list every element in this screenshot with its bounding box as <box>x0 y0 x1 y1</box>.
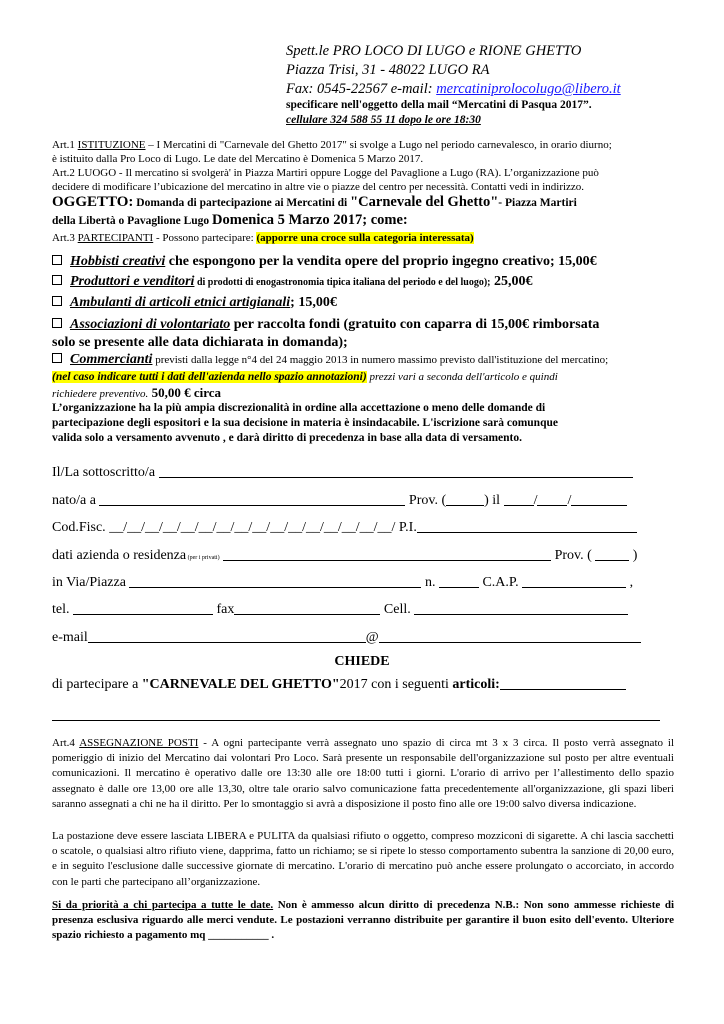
art2-line2: decidere di modificare l’ubicazione del mercatino in altre vie o piazze del centro per necessità. Contatti vedi in indirizzo. <box>52 181 585 193</box>
checkbox-ambulanti[interactable] <box>52 296 62 306</box>
extra-space-field[interactable]: ___________ <box>208 929 269 942</box>
chiede-title: CHIEDE <box>334 654 390 669</box>
recipient-address: Piazza Trisi, 31 - 48022 LUGO RA <box>286 62 490 78</box>
category-hobbisti: Hobbisti creativi che espongono per la vendita opere del proprio ingegno creativo; 15,00€ <box>52 252 597 271</box>
art2-line1: Art.2 LUOGO - Il mercatino si svolgerà' in Piazza Martiri oppure Logge del Pavaglione a Lugo (RA). L’organizzazione può <box>52 167 599 179</box>
category-associazioni: Associazioni di volontariato per raccolta fondi (gratuito con caparra di 15,00€ rimborsata <box>52 315 599 334</box>
birth-month-field[interactable] <box>537 491 567 506</box>
articoli-line2-field[interactable] <box>52 720 660 721</box>
art4-paragraph3: Si da priorità a chi partecipa a tutte le date. Non è ammesso alcun diritto di precedenza N.B.: Non sono ammesse richieste di presenza esclusiva riguardo alle merci vendute. Le postazioni verranno distribuite per garantire il buon esito dell'evento. Ulteriore spazio richiesto a pagamento mq ___________ . <box>52 899 675 942</box>
art4-paragraph2: La postazione deve essere lasciata LIBERA e PULITA da qualsiasi rifiuto o oggetto, compreso mozziconi di sigarette. A chi lascia sacchetti o scatole, o qualsiasi altro rifiuto viene, dapprima, fatto un richiamo; se si ripete lo stesso comportamento subentra la sanzione di 20,00 euro, e in seguito l'esclusione dalle successive giornate di mercatino. L'orario di mercatino può anche essere prolungato o accorciato, in accordo con le parti che partecipano all’organizzazione. <box>52 830 674 888</box>
email-user-field[interactable] <box>88 628 366 643</box>
street-field[interactable] <box>129 573 421 588</box>
email-domain-field[interactable] <box>379 628 641 643</box>
disclaimer-line2: partecipazione degli espositori e la sua decisione in materia è insindacabile. L'iscrizione sarà comunque <box>52 417 558 429</box>
form-row-email: e-mail @ <box>52 628 672 646</box>
category-ambulanti: Ambulanti di articoli etnici artigianali; 15,00€ <box>52 293 337 312</box>
cell-field[interactable] <box>414 600 628 615</box>
form-row-via: in Via/Piazza n. C.A.P. , <box>52 575 634 590</box>
birth-year-field[interactable] <box>571 491 627 506</box>
fax-email-line <box>286 80 621 99</box>
form-row-tel: tel. fax Cell. <box>52 600 672 618</box>
fax-label: Fax: 0545-22567 e-mail: <box>286 81 437 97</box>
form-row-codfisc: Cod.Fisc. __/__/__/__/__/__/__/__/__/__/__/__/__/__/__/__/ P.I. <box>52 518 672 536</box>
category-name: Ambulanti di articoli etnici artigianali <box>70 295 291 310</box>
category-name: Commercianti <box>70 352 153 367</box>
fax-field[interactable] <box>234 600 380 615</box>
commercianti-line2: (nel caso indicare tutti i dati dell'azienda nello spazio annotazioni) prezzi vari a seconda dell'articolo e quindi <box>52 371 558 383</box>
art1-line1: Art.1 ISTITUZIONE – I Mercatini di "Carnevale del Ghetto 2017" si svolge a Lugo nel periodo carnevalesco, in orario diurno; <box>52 139 612 151</box>
oggetto-line1: OGGETTO: Domanda di partecipazione ai Mercatini di "Carnevale del Ghetto"- Piazza Martiri <box>52 194 577 210</box>
chiede-line: di partecipare a "CARNEVALE DEL GHETTO"2017 con i seguenti articoli: <box>52 675 626 693</box>
disclaimer-line1: L’organizzazione ha la più ampia discrezionalità in ordine alla accettazione o meno delle domande di <box>52 402 546 414</box>
art3-instruction: (apporre una croce sulla categoria interessata) <box>256 232 474 244</box>
commercianti-line3: richiedere preventivo. 50,00 € circa <box>52 385 221 400</box>
form-row-azienda: dati azienda o residenza (per i privati) Prov. ( ) <box>52 548 638 563</box>
category-name: Hobbisti creativi <box>70 254 166 269</box>
art4-paragraph1: Art.4 ASSEGNAZIONE POSTI - A ogni partecipante verrà assegnato uno spazio di circa mt 3 x 3 circa. Il posto verrà assegnato il pomeriggio di inizio del Mercatino dai volontari Pro Loco. Sarà presente un responsabile dell'organizzazione sul posto per altre eventuali comunicazioni. Il mercatino è operativo dalle ore 13:30 alle ore 18:00 tutti i giorni. L'orario di arrivo per l’allestimento dello spazio assegnato è dalle ore 13,00 ore alle 13,30, oltre tale orario salvo comunicazione fatta precedentemente all'organizzazione, gli spazi liberi saranno assegnati a chi ne ha il diritto. Per lo smontaggio si avrà a disposizione il posto fino alle ore 19:00 salvo diversa indicazione. <box>52 737 674 810</box>
sottoscritto-field[interactable] <box>159 463 633 478</box>
street-number-field[interactable] <box>439 573 479 588</box>
oggetto-line2: della Libertà o Pavaglione Lugo Domenica 5 Marzo 2017; come: <box>52 212 408 228</box>
piva-field[interactable] <box>417 518 637 533</box>
art3-line: Art.3 PARTECIPANTI - Possono partecipare: (apporre una croce sulla categoria interessata) <box>52 232 474 244</box>
birth-day-field[interactable] <box>504 491 534 506</box>
checkbox-produttori[interactable] <box>52 275 62 285</box>
category-produttori: Produttori e venditori di prodotti di enogastronomia tipica italiana del periodo e del luogo); 25,00€ <box>52 272 533 292</box>
checkbox-hobbisti[interactable] <box>52 255 62 265</box>
art3-title: PARTECIPANTI <box>77 232 154 244</box>
cellphone-note: cellulare 324 588 55 11 dopo le ore 18:30 <box>286 114 481 126</box>
art4-title: ASSEGNAZIONE POSTI <box>79 737 199 749</box>
recipient: Spett.le PRO LOCO DI LUGO e RIONE GHETTO <box>286 43 582 59</box>
province-field[interactable] <box>595 546 629 561</box>
mail-subject-note: specificare nell'oggetto della mail “Mercatini di Pasqua 2017”. <box>286 99 592 111</box>
email-link[interactable]: mercatiniprolocolugo@libero.it <box>436 81 621 97</box>
category-associazioni-line2: solo se presente alle data dichiarata in domanda); <box>52 335 348 350</box>
articoli-field[interactable] <box>500 675 626 690</box>
checkbox-commercianti[interactable] <box>52 353 62 363</box>
category-name: Produttori e venditori <box>70 274 195 289</box>
oggetto-event: "Carnevale del Ghetto" <box>350 194 499 210</box>
tel-field[interactable] <box>73 600 213 615</box>
birth-province-field[interactable] <box>446 491 484 506</box>
disclaimer-line3: valida solo a versamento avvenuto , e darà diritto di precedenza in base alla data di versamento. <box>52 432 522 444</box>
company-address-field[interactable] <box>223 546 551 561</box>
codfisc-field[interactable]: __/__/__/__/__/__/__/__/__/__/__/__/__/__/__/__/ <box>109 520 396 535</box>
oggetto-label: OGGETTO: <box>52 194 134 210</box>
birthplace-field[interactable] <box>99 491 405 506</box>
category-commercianti: Commercianti previsti dalla legge n°4 del 24 maggio 2013 in numero massimo previsto dall'istituzione del mercatino; <box>52 352 608 368</box>
art1-line2: è istituito dalla Pro Loco di Lugo. Le date del Mercatino è Domenica 5 Marzo 2017. <box>52 153 424 165</box>
checkbox-associazioni[interactable] <box>52 318 62 328</box>
form-row-sottoscritto: Il/La sottoscritto/a <box>52 463 672 481</box>
cap-field[interactable] <box>522 573 626 588</box>
art1-title: ISTITUZIONE <box>77 139 146 151</box>
form-row-nato: nato/a a Prov. ( ) il / / <box>52 491 672 509</box>
commercianti-highlight: (nel caso indicare tutti i dati dell'azienda nello spazio annotazioni) <box>52 371 367 383</box>
category-name: Associazioni di volontariato <box>70 317 231 332</box>
